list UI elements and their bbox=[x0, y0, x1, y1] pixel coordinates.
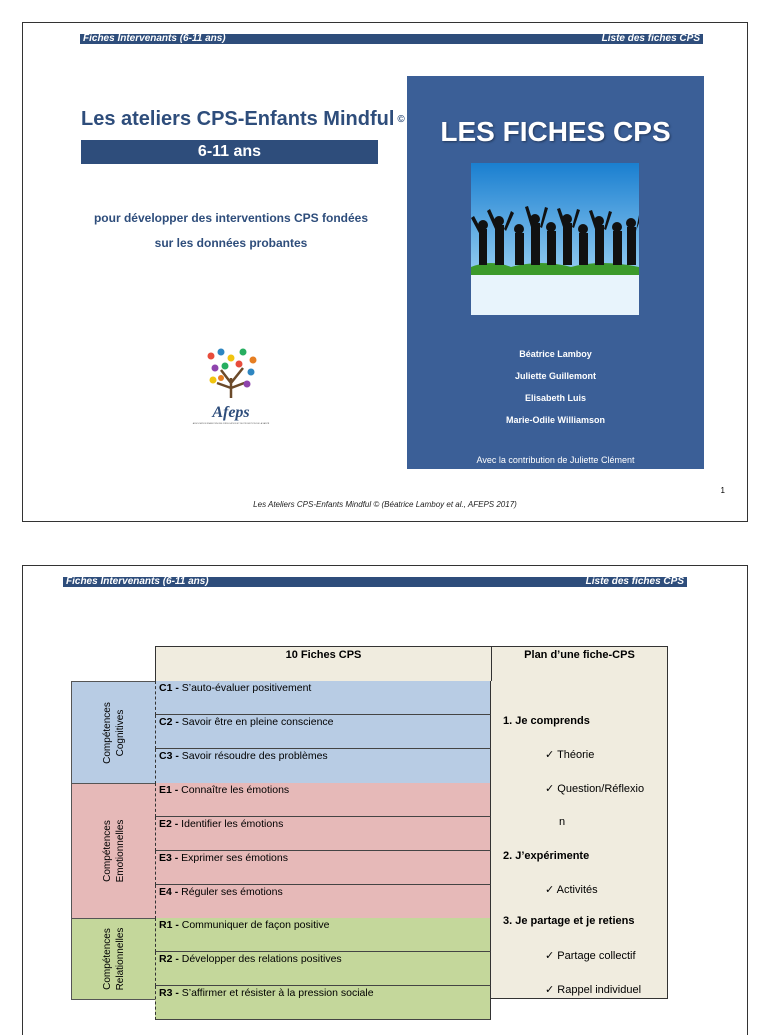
fiche-row-c2: C2 - Savoir être en pleine conscience bbox=[155, 715, 491, 749]
workshop-title-text: Les ateliers CPS-Enfants Mindful bbox=[81, 108, 395, 130]
plan-recall: ✓ Rappel individuel bbox=[545, 984, 642, 996]
slide-footer: Les Ateliers CPS-Enfants Mindful © (Béatrice Lamboy et al., AFEPS 2017) bbox=[253, 500, 517, 509]
group-label: Compétences Cognitives bbox=[101, 701, 126, 764]
subtitle-line-2: sur les données probantes bbox=[154, 236, 308, 250]
group-label: Compétences Relationnelles bbox=[101, 927, 126, 991]
fiche-row-r3: R3 - S’affirmer et résister à la pression sociale bbox=[155, 986, 491, 1020]
workshop-title bbox=[81, 108, 405, 131]
cover-title: LES FICHES CPS bbox=[440, 116, 671, 147]
group-cognitive bbox=[71, 681, 156, 784]
logo-wordmark: Afeps bbox=[212, 404, 250, 421]
plan-question-wrap: n bbox=[559, 816, 566, 828]
col-header-fiches: 10 Fiches CPS bbox=[155, 646, 492, 682]
fiche-row-c1: C1 - S’auto-évaluer positivement bbox=[155, 681, 491, 715]
fiche-row-e3: E3 - Exprimer ses émotions bbox=[155, 851, 491, 885]
group-emotional bbox=[71, 783, 156, 919]
afeps-logo bbox=[191, 338, 271, 428]
header-bar bbox=[80, 34, 703, 44]
cover-authors bbox=[407, 343, 704, 431]
slide-1 bbox=[22, 22, 748, 522]
cover-contribution: Avec la contribution de Juliette Clément bbox=[476, 455, 635, 465]
plan-share: ✓ Partage collectif bbox=[545, 950, 636, 962]
author-name: Elisabeth Luis bbox=[524, 393, 586, 403]
plan-theory: ✓ Théorie bbox=[545, 749, 595, 761]
author-name: Juliette Guillemont bbox=[514, 371, 596, 381]
logo-tagline: ASSOCIATION FRANCOPHONE D'ÉDUCATION ET DE PROMOTION DE LA SANTÉ bbox=[192, 423, 270, 425]
plan-step-2: 2. J’expérimente bbox=[503, 850, 590, 862]
plan-step-3: 3. Je partage et je retiens bbox=[503, 915, 635, 927]
group-relational bbox=[71, 918, 156, 1000]
cover-image bbox=[407, 76, 704, 469]
author-name: Béatrice Lamboy bbox=[519, 349, 592, 359]
fiche-row-r1: R1 - Communiquer de façon positive bbox=[155, 918, 491, 952]
header-right: Liste des fiches CPS bbox=[585, 576, 684, 587]
subtitle-line-1: pour développer des interventions CPS fondées bbox=[93, 211, 369, 225]
plan-column bbox=[491, 681, 668, 999]
children-silhouette-photo bbox=[471, 163, 639, 315]
header-right: Liste des fiches CPS bbox=[601, 33, 700, 44]
col-header-plan: Plan d’une fiche-CPS bbox=[491, 646, 668, 682]
fiche-row-c3: C3 - Savoir résoudre des problèmes bbox=[155, 749, 491, 784]
copyright-mark: © bbox=[397, 114, 405, 126]
plan-activities: ✓ Activités bbox=[545, 884, 598, 896]
header-bar bbox=[63, 577, 687, 587]
page-number: 1 bbox=[720, 486, 725, 495]
header-left: Fiches Intervenants (6-11 ans) bbox=[66, 576, 209, 587]
fiche-row-e2: E2 - Identifier les émotions bbox=[155, 817, 491, 851]
author-name: Marie-Odile Williamson bbox=[506, 415, 605, 425]
slide-2 bbox=[22, 565, 748, 1035]
fiche-row-r2: R2 - Développer des relations positives bbox=[155, 952, 491, 986]
fiche-row-e1: E1 - Connaître les émotions bbox=[155, 783, 491, 817]
plan-step-1: 1. Je comprends bbox=[503, 715, 590, 727]
group-label: Compétences Emotionnelles bbox=[101, 819, 126, 883]
age-bar: 6-11 ans bbox=[81, 140, 378, 164]
plan-question: ✓ Question/Réflexio bbox=[545, 783, 645, 795]
header-left: Fiches Intervenants (6-11 ans) bbox=[83, 33, 226, 44]
workshop-subtitle bbox=[81, 206, 381, 256]
fiche-row-e4: E4 - Réguler ses émotions bbox=[155, 885, 491, 919]
